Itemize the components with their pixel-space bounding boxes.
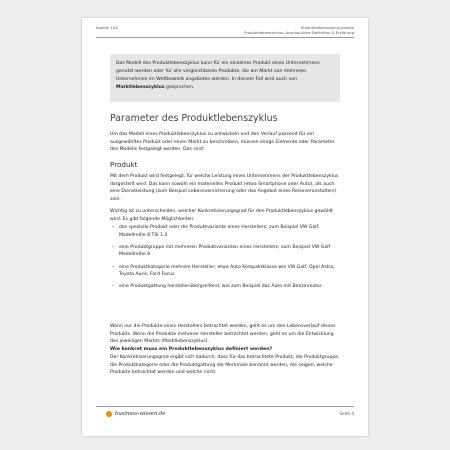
subsection-title: Produkt [110, 160, 138, 169]
chapter-label: Kapitel 1&2 [96, 25, 119, 30]
levels-intro: Wichtig ist zu unterscheiden, welcher Konkretisierungsgrad für den Produktlebenszyklus gewählt wird. Es gibt folgende Möglichkeiten: [110, 209, 333, 222]
question-title: Wie konkret muss ein Produktlebenszyklus definiert werden? [110, 347, 273, 352]
intro-box [110, 54, 340, 102]
page-number: Seite 4 [339, 411, 354, 416]
logo-text: business-wissen.de [115, 411, 166, 417]
levels-list [112, 224, 340, 296]
question-paragraph: Der Konkretisierungsgrad ergibt sich dadurch, dass für das betrachtete Produkt, die Produktgruppe, die Produktkategorie oder die Produktgattung die Merkmale benannt werden, die zeigen, welche Produkte betrachtet werden und welche nicht. [110, 355, 340, 376]
intro-box-bold: Marktlebenszyklus [116, 85, 165, 90]
footer-divider [96, 406, 354, 407]
intro-box-text: Das Modell des Produktlebenszyklus kann für ein einzelnes Produkt eines Unternehmens genutzt werden oder für alle vergleichbaren Produkte, die am Markt von mehreren Unternehmen im Wettbewerb angeboten werden. In diesem Fall wird auch von Marktlebenszyklus gesprochen. [116, 61, 320, 90]
list-item: – eine Produktgattung herstellerübergreifend, wie zum Beispiel das Auto mit Benzinmotor [112, 284, 322, 290]
footer-logo[interactable] [106, 411, 165, 417]
header-title: Produktlebenszyklus planen [300, 25, 354, 30]
list-item: – eine Produktgruppe mit mehreren Produktvarianten eines Herstellers; zum Beispiel VW Golf Modellreihe 8 [112, 244, 331, 258]
market-paragraph: Wenn nur die Produkte eines Herstellers betrachtet werden, geht es um den Lebensverlauf dieses Produkts. Wenn die Produkte mehrerer Hersteller betrachtet werden, geht es um die Entwicklung des jeweiligen Markts (Marktlebenszyklus). [110, 324, 336, 345]
logo-dot-icon [106, 411, 112, 417]
section-title: Parameter des Produktlebenszyklus [110, 113, 278, 124]
list-item: – das spezielle Produkt oder die Produktvariante eines Herstellers; zum Beispiel VW Golf, Modellreihe 8 TSI 1.0 [112, 225, 320, 238]
document-page [82, 18, 368, 436]
list-item: – eine Produktkategorie mehrere Hersteller; etwa Auto Kompaktklasse wie VW Golf, Opel Astra, Toyota Auris, Ford Focus [112, 264, 335, 278]
section-intro: Um das Modell eines Produktlebenszyklus zu entwickeln und den Verlauf passend für ein ausgewähltes Produkt oder einen Markt zu beschreiben, müssen einige Elemente oder Parameter des Modells festgelegt werden. Das sind: [110, 132, 335, 153]
header-subtitle: Produktlebenszyklus: Anschauliche Definition & Erklärung [244, 30, 354, 35]
produkt-paragraph: Mit dem Produkt wird festgelegt, für welche Leistung eines Unternehmens der Produktlebenszyklus dargestellt wird. Das kann sowohl ein materielles Produkt (etwa Smartphone oder Auto), als auch eine Dienstleistung (zum Beispiel Lebensversicherung oder das Angebot eines Reiseveranstalters) sein. [110, 174, 339, 202]
header-divider [96, 37, 354, 38]
